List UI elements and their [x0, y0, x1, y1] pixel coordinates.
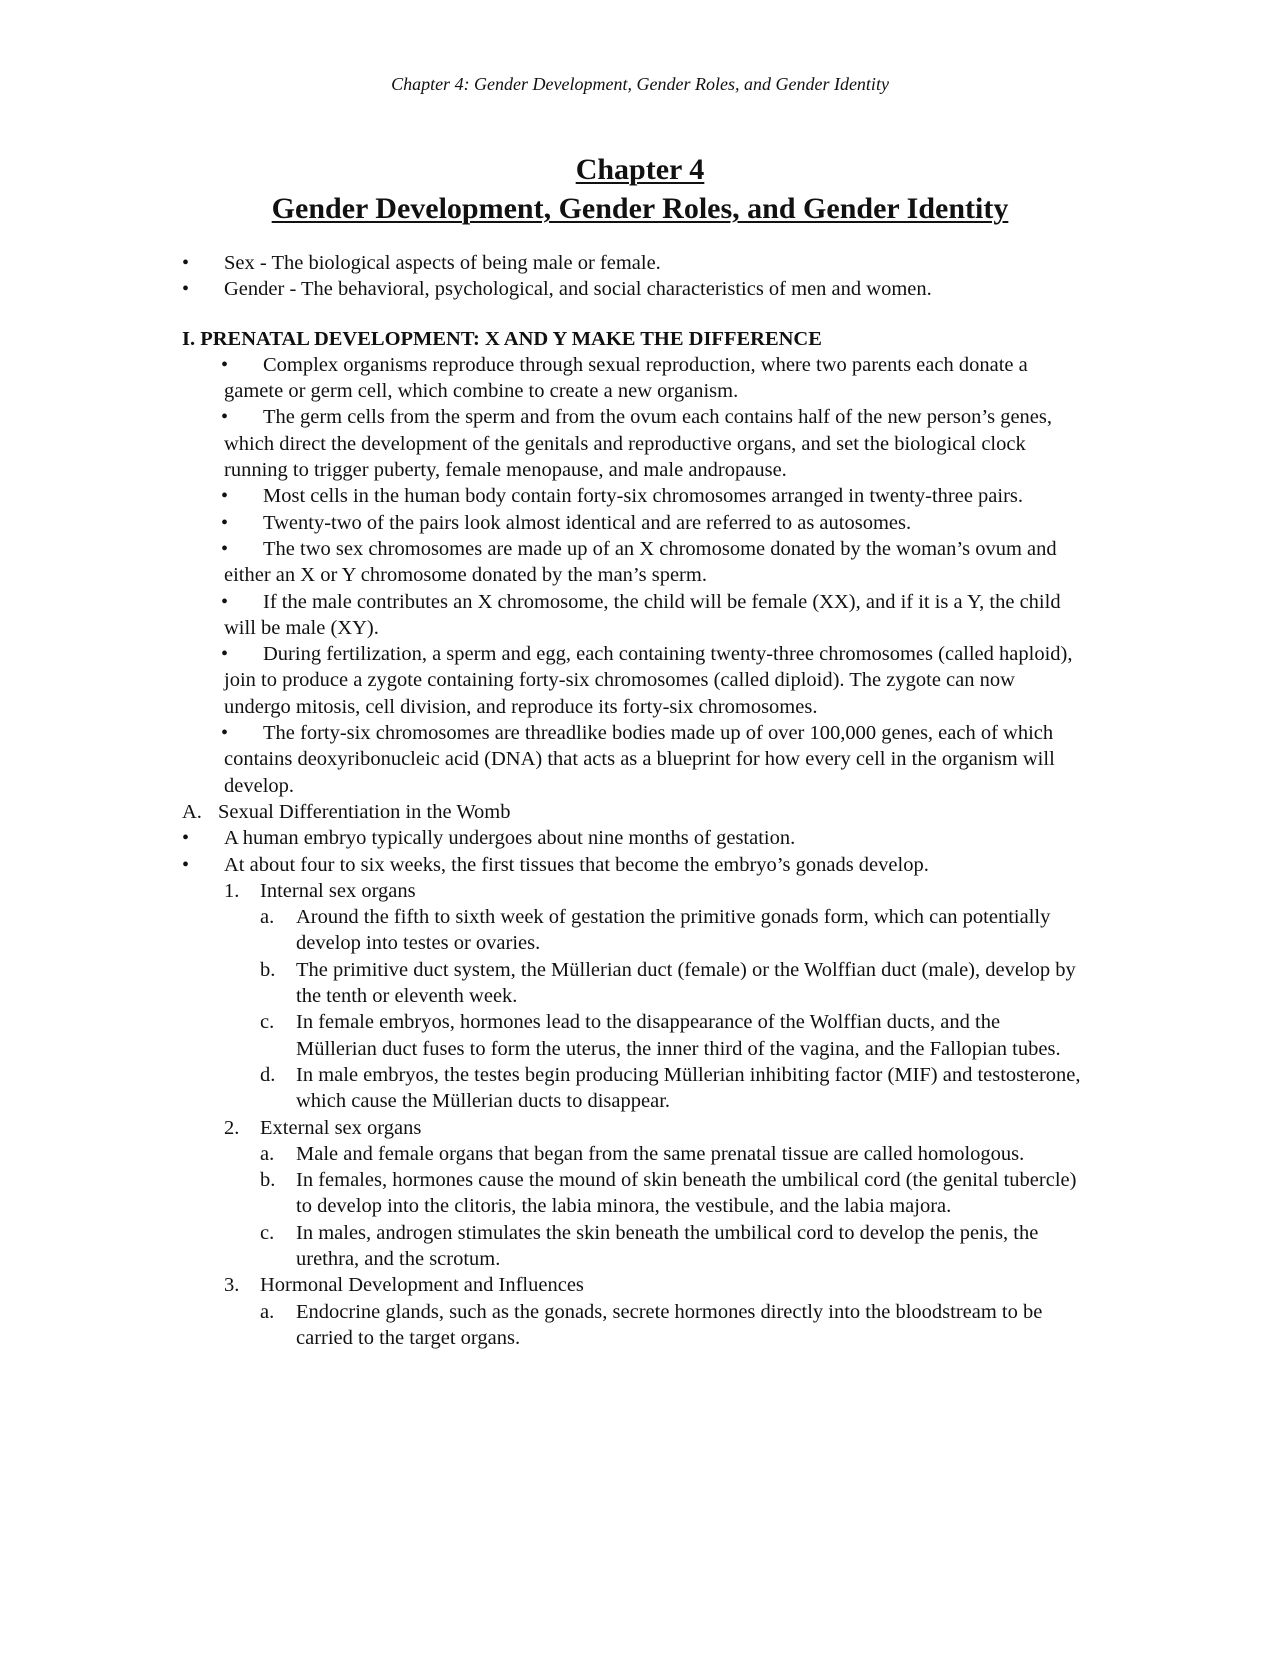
list-item: • Twenty-two of the pairs look almost identical and are referred to as autosomes. [182, 510, 1082, 536]
section-heading: I. PRENATAL DEVELOPMENT: X AND Y MAKE THE DIFFERENCE [182, 327, 822, 350]
item-text: Endocrine glands, such as the gonads, secrete hormones directly into the bloodstream to be carried to the target organs. [296, 1300, 1043, 1349]
definition-gender: • Gender - The behavioral, psychological, and social characteristics of men and women. [182, 276, 1082, 302]
list-item: • The germ cells from the sperm and from the ovum each contains half of the new person’s genes, which direct the development of the genitals and reproductive organs, and set the biological clock running to trigger puberty, female menopause, and male andropause. [182, 404, 1082, 483]
chapter-title [0, 150, 1280, 228]
list-item: • Complex organisms reproduce through sexual reproduction, where two parents each donate a gamete or germ cell, which combine to create a new organism. [182, 352, 1082, 405]
item-label: External sex organs [260, 1116, 422, 1139]
chapter-number: Chapter 4 [575, 153, 705, 186]
item-text: In males, androgen stimulates the skin beneath the umbilical cord to develop the penis, the urethra, and the scrotum. [296, 1221, 1039, 1270]
subsection-heading [182, 799, 1082, 825]
item-label: Internal sex organs [260, 879, 416, 902]
list-item: • If the male contributes an X chromosome, the child will be female (XX), and if it is a Y, the child will be male (XY). [182, 589, 1082, 642]
item-text: Around the fifth to sixth week of gestation the primitive gonads form, which can potentially develop into testes or ovaries. [296, 906, 1051, 955]
lettered-item [260, 904, 1082, 957]
item-marker: 3. [224, 1274, 240, 1297]
item-text: In male embryos, the testes begin producing Müllerian inhibiting factor (MIF) and testosterone, which cause the Müllerian ducts to disappear. [296, 1063, 1081, 1113]
lettered-item [260, 1009, 1082, 1062]
lettered-item [260, 1062, 1082, 1115]
item-text: Male and female organs that began from the same prenatal tissue are called homologous. [296, 1142, 1025, 1165]
item-text: In females, hormones cause the mound of skin beneath the umbilical cord (the genital tubercle) to develop into the clitoris, the labia minora, the vestibule, and the labia majora. [296, 1169, 1077, 1218]
item-marker: c. [260, 1221, 275, 1244]
subsection-marker: A. [182, 800, 202, 823]
running-header: Chapter 4: Gender Development, Gender Roles, and Gender Identity [391, 74, 889, 94]
lettered-item [260, 1167, 1082, 1220]
item-text: The primitive duct system, the Müllerian duct (female) or the Wolffian duct (male), develop by the tenth or eleventh week. [296, 958, 1076, 1008]
item-marker: d. [260, 1063, 276, 1086]
numbered-item [224, 1115, 1082, 1141]
lettered-item [260, 1141, 1082, 1167]
list-item: • The two sex chromosomes are made up of an X chromosome donated by the woman’s ovum and either an X or Y chromosome donated by the man’s sperm. [182, 536, 1082, 589]
document-body [182, 250, 1082, 1351]
lettered-item [260, 1220, 1082, 1273]
list-item: • Most cells in the human body contain forty-six chromosomes arranged in twenty-three pairs. [182, 483, 1082, 509]
item-marker: 2. [224, 1116, 240, 1139]
lettered-item [260, 1299, 1082, 1352]
item-marker: b. [260, 958, 276, 981]
list-item: • A human embryo typically undergoes about nine months of gestation. [182, 825, 1082, 851]
item-marker: 1. [224, 879, 240, 902]
item-text: In female embryos, hormones lead to the disappearance of the Wolffian ducts, and the Müllerian duct fuses to form the uterus, the inner third of the vagina, and the Fallopian tubes. [296, 1011, 1061, 1060]
list-item: • The forty-six chromosomes are threadlike bodies made up of over 100,000 genes, each of which contains deoxyribonucleic acid (DNA) that acts as a blueprint for how every cell in the organism will develop. [182, 720, 1082, 799]
lettered-item [260, 957, 1082, 1010]
subsection-label: Sexual Differentiation in the Womb [218, 800, 511, 823]
chapter-name: Gender Development, Gender Roles, and Gender Identity [271, 192, 1009, 225]
item-marker: a. [260, 906, 275, 929]
item-marker: a. [260, 1142, 275, 1165]
item-marker: b. [260, 1169, 276, 1192]
item-marker: a. [260, 1300, 275, 1323]
numbered-item [224, 878, 1082, 904]
list-item: • At about four to six weeks, the first tissues that become the embryo’s gonads develop. [182, 852, 1082, 878]
definition-sex: • Sex - The biological aspects of being male or female. [182, 250, 1082, 276]
item-label: Hormonal Development and Influences [260, 1274, 584, 1297]
item-marker: c. [260, 1011, 275, 1034]
list-item: • During fertilization, a sperm and egg, each containing twenty-three chromosomes (called haploid), join to produce a zygote containing forty-six chromosomes (called diploid). The zygote can now undergo mitosis, cell division, and reproduce its forty-six chromosomes. [182, 641, 1082, 720]
numbered-item [224, 1272, 1082, 1298]
